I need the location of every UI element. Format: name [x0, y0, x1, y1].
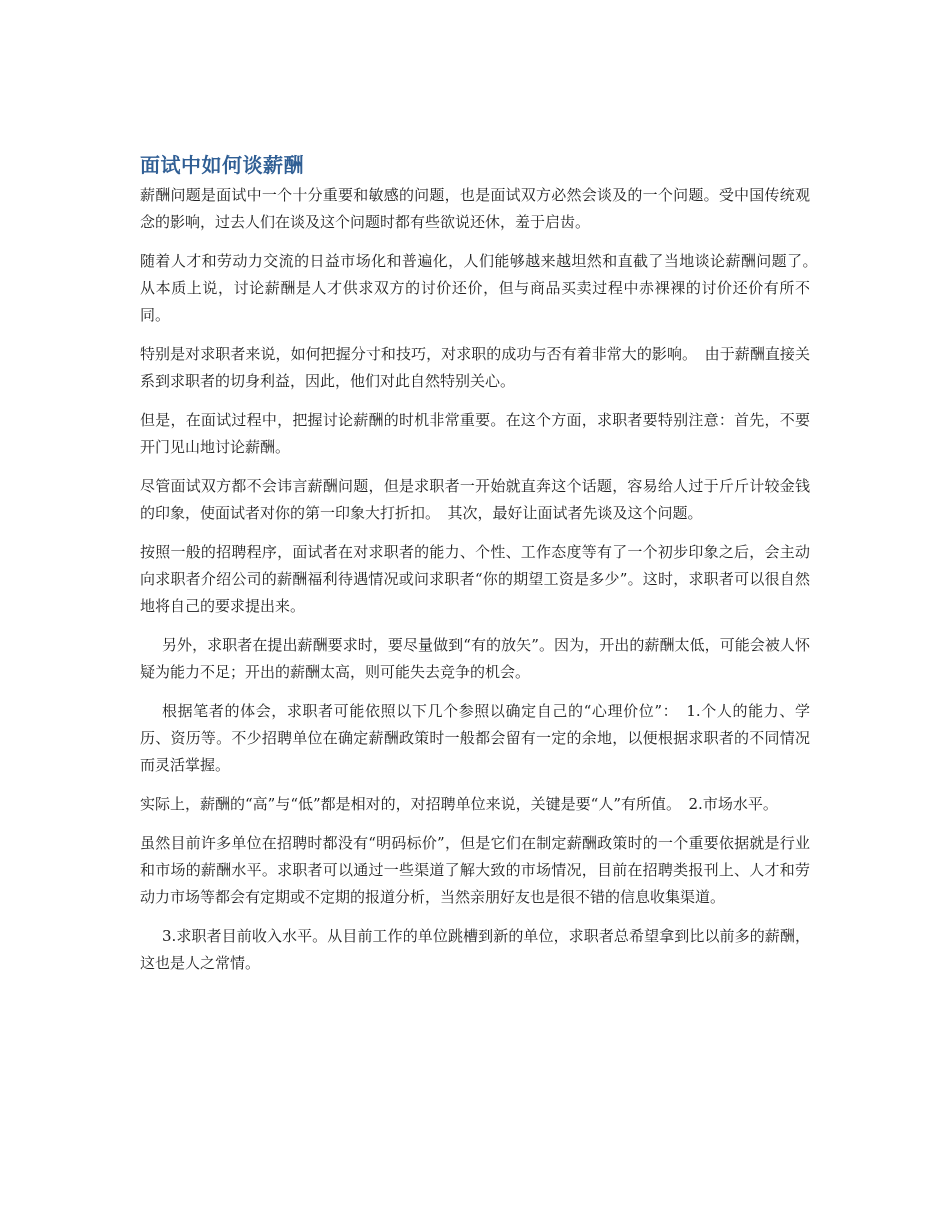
body-paragraph: 按照一般的招聘程序，面试者在对求职者的能力、个性、工作态度等有了一个初步印象之后，会主动向求职者介绍公司的薪酬福利待遇情况或问求职者“你的期望工资是多少”。这时，求职者可以很自然地将自己的要求提出来。: [140, 543, 810, 615]
body-paragraph: 虽然目前许多单位在招聘时都没有“明码标价”，但是它们在制定薪酬政策时的一个重要依据就是行业和市场的薪酬水平。求职者可以通过一些渠道了解大致的市场情况，目前在招聘类报刊上、人才和劳动力市场等都会有定期或不定期的报道分析，当然亲朋好友也是很不错的信息收集渠道。: [140, 834, 810, 906]
body-paragraph: 根据笔者的体会，求职者可能依照以下几个参照以确定自己的“心理价位”： 1.个人的能力、学历、资历等。不少招聘单位在确定薪酬政策时一般都会留有一定的余地，以便根据求职者的不同情况而灵活掌握。: [140, 702, 810, 774]
body-paragraph: 3.求职者目前收入水平。从目前工作的单位跳槽到新的单位，求职者总希望拿到比以前多的薪酬，这也是人之常情。: [140, 927, 810, 972]
document-body: [140, 182, 826, 977]
document-title: 面试中如何谈薪酬: [140, 153, 304, 177]
document-page: [140, 150, 826, 989]
body-paragraph: 但是，在面试过程中，把握讨论薪酬的时机非常重要。在这个方面，求职者要特别注意：首先，不要开门见山地讨论薪酬。: [140, 411, 810, 456]
body-paragraph: 另外，求职者在提出薪酬要求时，要尽量做到“有的放矢”。因为，开出的薪酬太低，可能会被人怀疑为能力不足；开出的薪酬太高，则可能失去竞争的机会。: [140, 636, 810, 681]
body-paragraph: 随着人才和劳动力交流的日益市场化和普遍化，人们能够越来越坦然和直截了当地谈论薪酬问题了。 从本质上说，讨论薪酬是人才供求双方的讨价还价，但与商品买卖过程中赤裸裸的讨价还价有所不同。: [140, 252, 826, 324]
body-paragraph: 特别是对求职者来说，如何把握分寸和技巧，对求职的成功与否有着非常大的影响。 由于薪酬直接关系到求职者的切身利益，因此，他们对此自然特别关心。: [140, 345, 810, 390]
body-paragraph: 尽管面试双方都不会讳言薪酬问题，但是求职者一开始就直奔这个话题，容易给人过于斤斤计较金钱的印象，使面试者对你的第一印象大打折扣。 其次，最好让面试者先谈及这个问题。: [140, 477, 810, 522]
body-paragraph: 实际上，薪酬的“高”与“低”都是相对的，对招聘单位来说，关键是要“人”有所值。 2.市场水平。: [140, 795, 778, 813]
body-paragraph: 薪酬问题是面试中一个十分重要和敏感的问题，也是面试双方必然会谈及的一个问题。受中国传统观念的影响，过去人们在谈及这个问题时都有些欲说还休，羞于启齿。: [140, 186, 810, 231]
